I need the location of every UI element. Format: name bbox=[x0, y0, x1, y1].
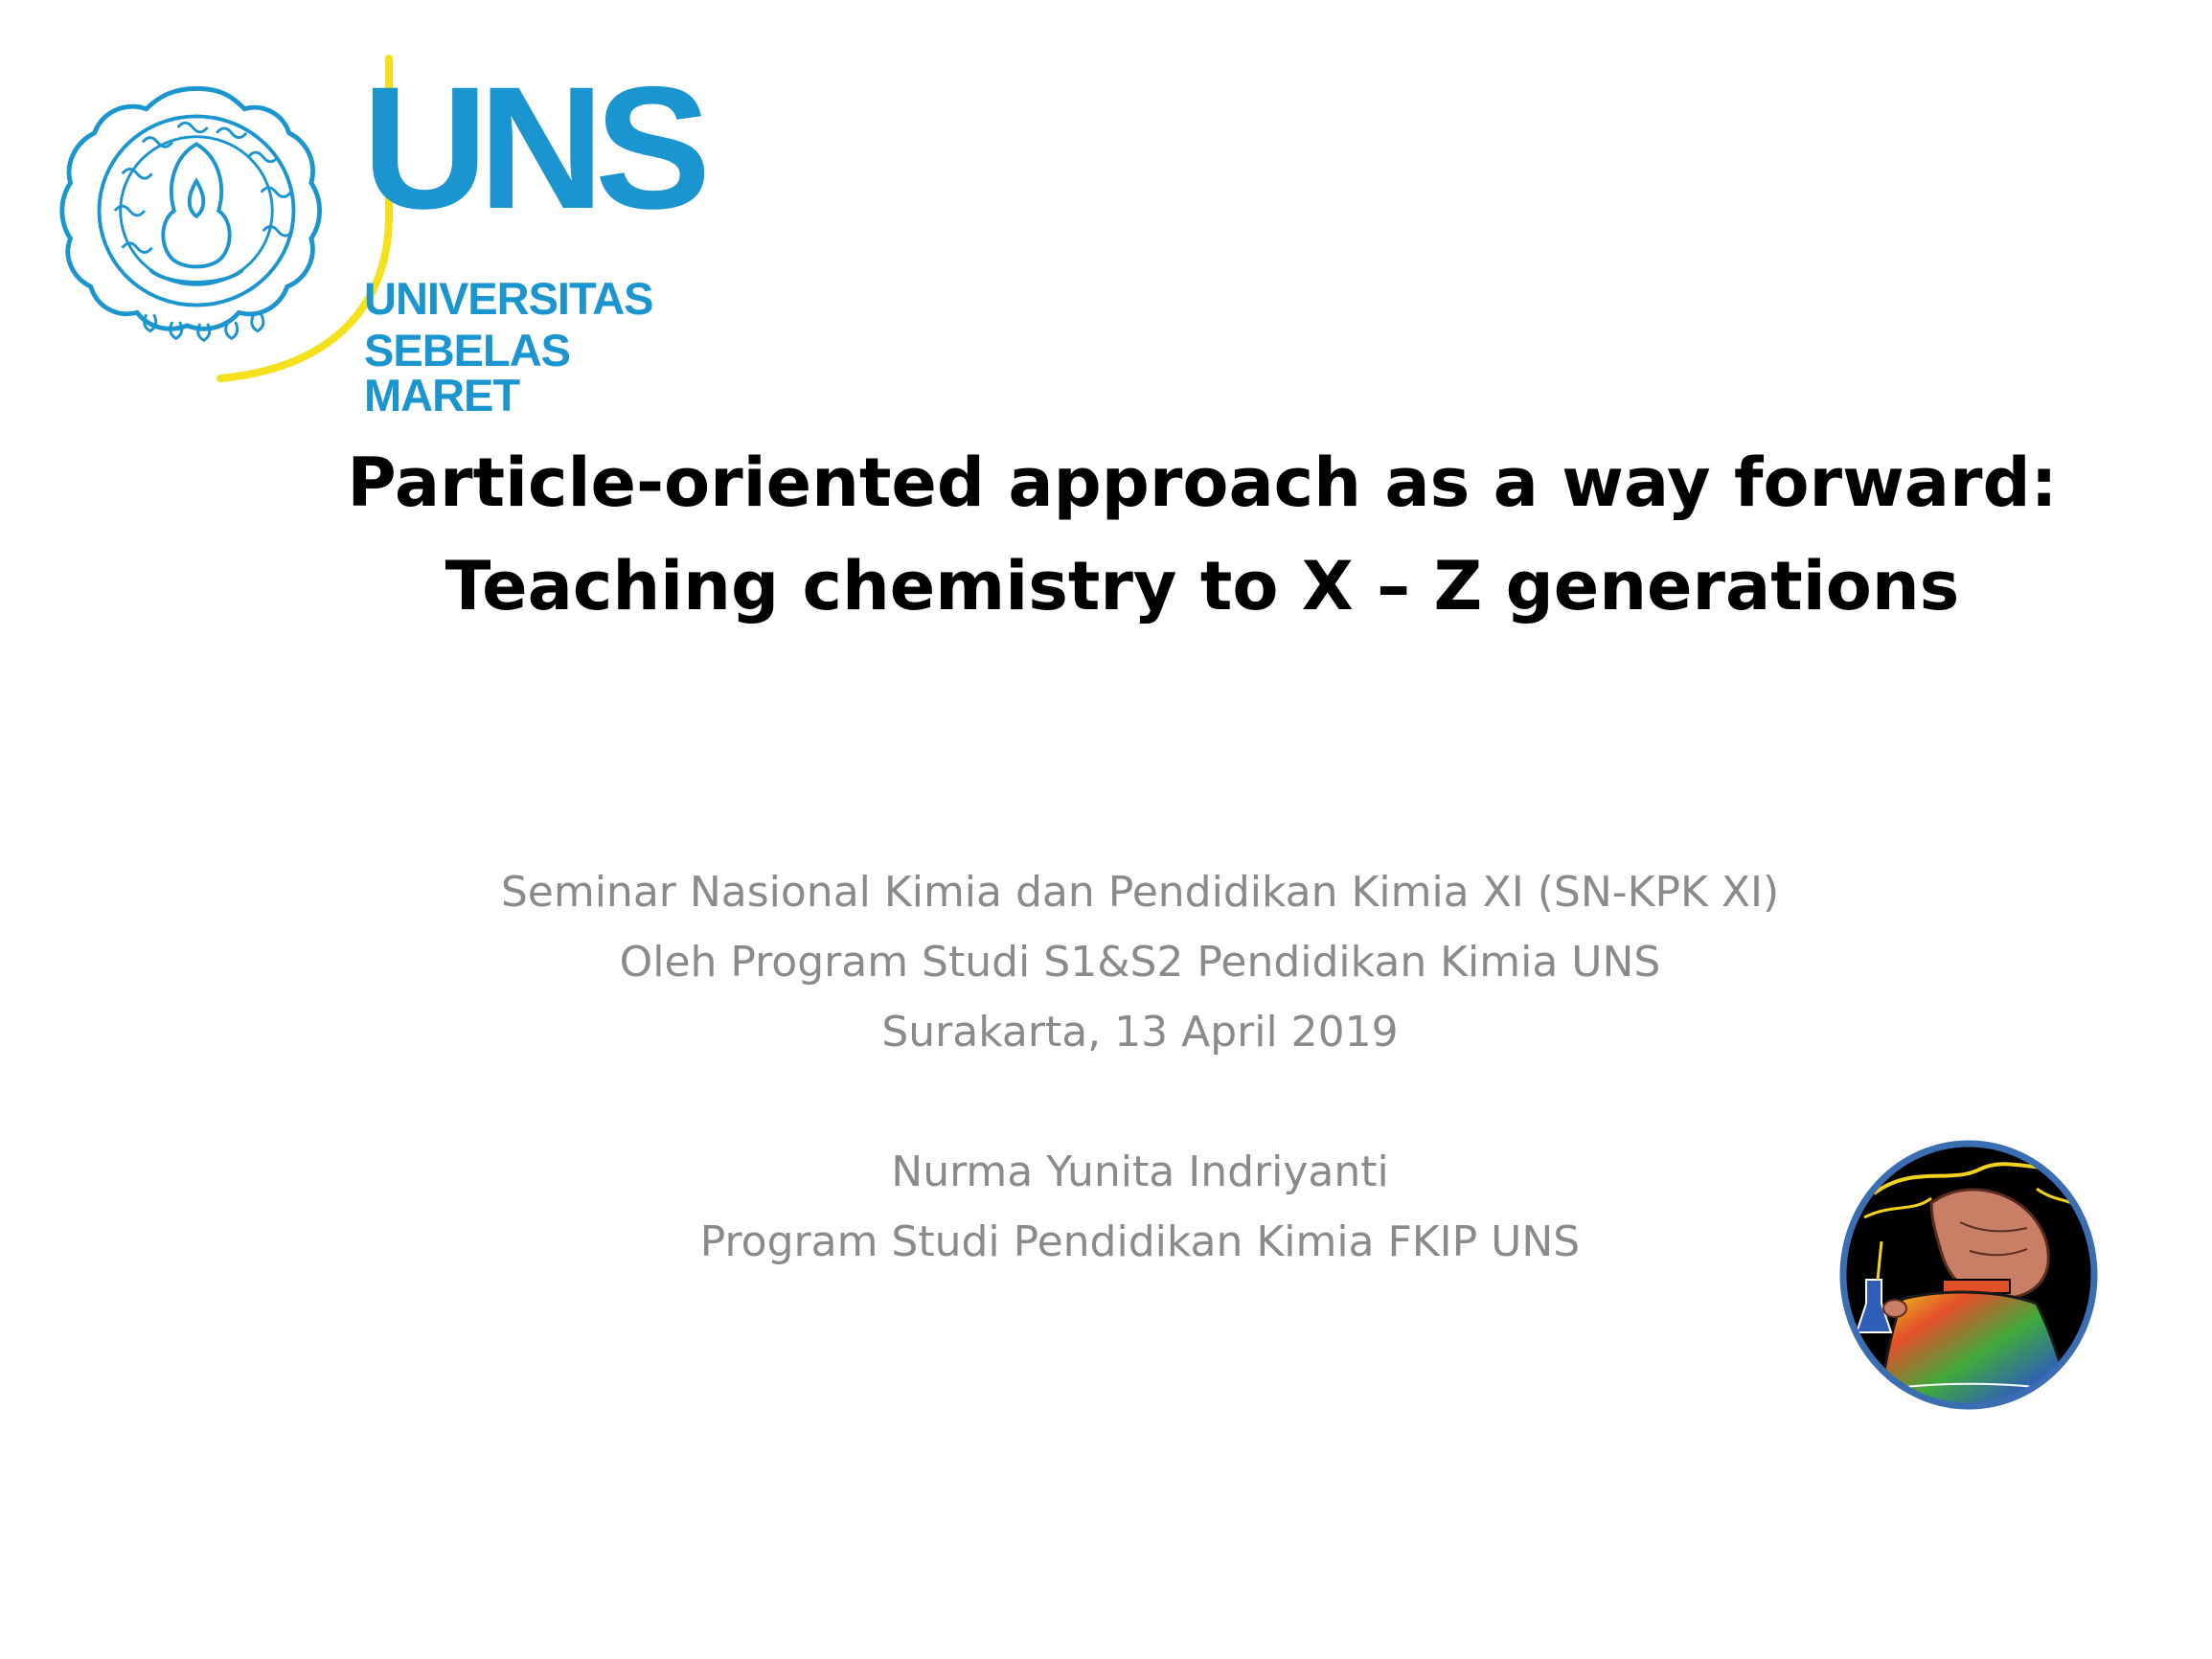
place-date: Surakarta, 13 April 2019 bbox=[881, 1008, 1399, 1057]
event-name: Seminar Nasional Kimia dan Pendidikan Kimia XI (SN-KPK XI) bbox=[500, 868, 1780, 917]
author-affiliation: Program Studi Pendidikan Kimia FKIP UNS bbox=[699, 1217, 1581, 1266]
university-logo bbox=[57, 50, 728, 420]
logo-text-sebelas-maret: SEBELAS MARET bbox=[364, 325, 570, 420]
slide-subtitle bbox=[287, 857, 1993, 1277]
title-line-1: Particle-oriented approach as a way forward: bbox=[347, 443, 2058, 522]
slide-title bbox=[239, 431, 2165, 638]
author-name: Nurma Yunita Indriyanti bbox=[891, 1148, 1389, 1196]
spacer bbox=[287, 1067, 1993, 1137]
title-line-2: Teaching chemistry to X – Z generations bbox=[445, 547, 1960, 625]
uns-wordmark: UNS bbox=[362, 50, 702, 245]
chemist-illustration-icon bbox=[1836, 1136, 2102, 1414]
organizer: Oleh Program Studi S1&S2 Pendidikan Kimia UNS bbox=[619, 938, 1661, 987]
logo-text-universitas: UNIVERSITAS bbox=[364, 273, 653, 324]
